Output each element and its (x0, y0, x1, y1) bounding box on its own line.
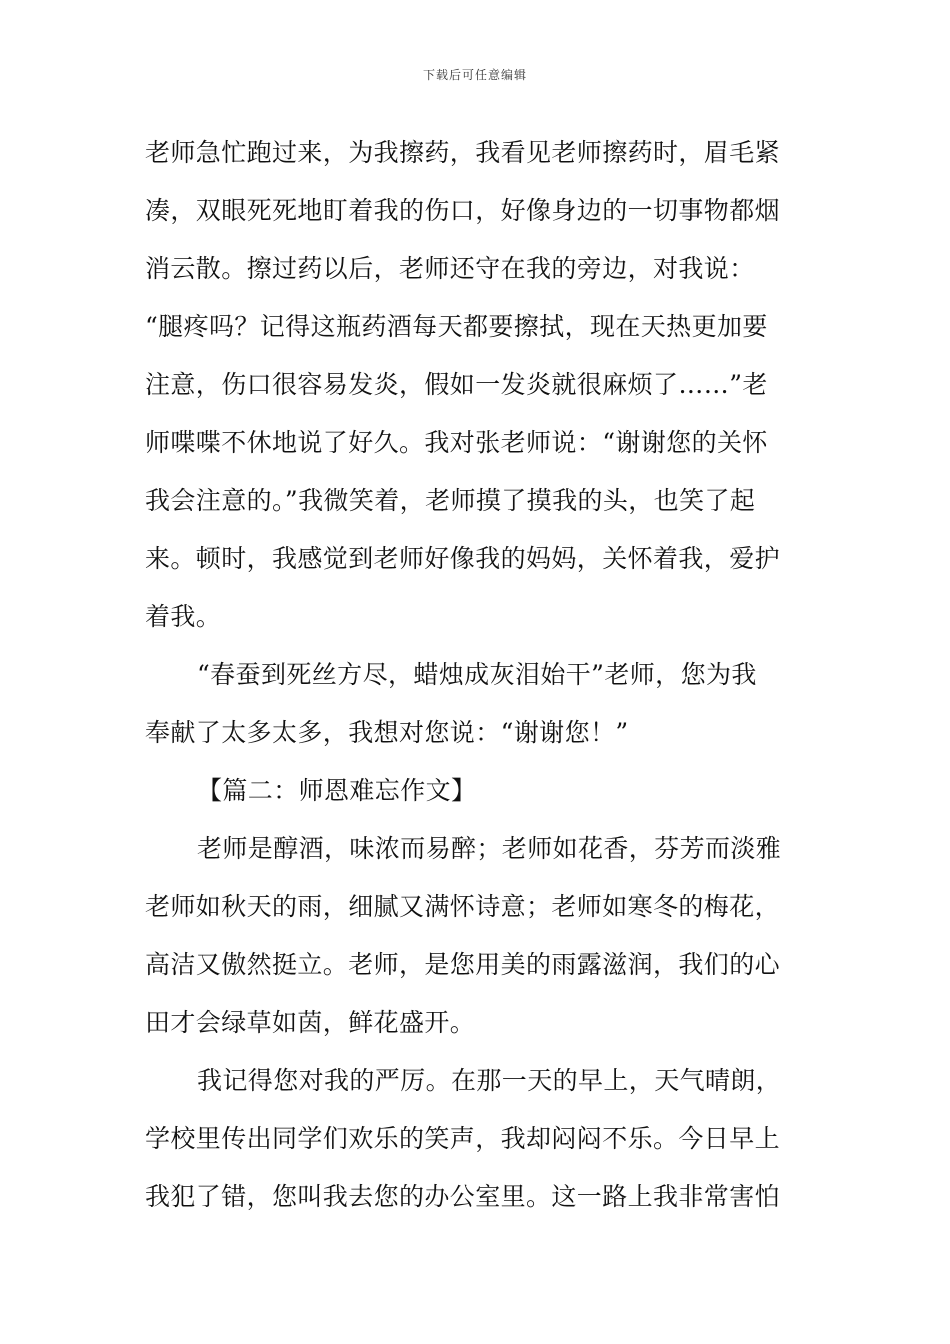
text-line: 凑，双眼死死地盯着我的伤口，好像身边的一切事物都烟 (145, 196, 781, 225)
text-line: 老师急忙跑过来，为我擦药，我看见老师擦药时，眉毛紧 (145, 138, 781, 167)
paragraph-first-line: “春蚕到死丝方尽，蜡烛成灰泪始干”老师，您为我 (197, 660, 757, 689)
text-line: 高洁又傲然挺立。老师，是您用美的雨露滋润，我们的心 (145, 950, 781, 979)
text-line: 奉献了太多太多，我想对您说：“谢谢您！” (145, 718, 629, 747)
text-line: 田才会绿草如茵，鲜花盛开。 (145, 1008, 476, 1037)
paragraph-first-line: 我记得您对我的严厉。在那一天的早上，天气晴朗， (197, 1066, 782, 1095)
text-line: 着我。 (145, 602, 222, 631)
text-line: 我犯了错，您叫我去您的办公室里。这一路上我非常害怕 (145, 1182, 781, 1211)
text-line: 我会注意的。”我微笑着，老师摸了摸我的头，也笑了起 (145, 486, 756, 515)
text-line: 注意，伤口很容易发炎，假如一发炎就很麻烦了……”老 (145, 370, 768, 399)
text-line: “腿疼吗？记得这瓶药酒每天都要擦拭，现在天热更加要 (145, 312, 768, 341)
text-line: 来。顿时，我感觉到老师好像我的妈妈，关怀着我，爱护 (145, 544, 781, 573)
text-line: 消云散。擦过药以后，老师还守在我的旁边，对我说： (145, 254, 755, 283)
body-text (145, 124, 810, 1226)
text-line: 师喋喋不休地说了好久。我对张老师说：“谢谢您的关怀 (145, 428, 768, 457)
text-line: 学校里传出同学们欢乐的笑声，我却闷闷不乐。今日早上 (145, 1124, 781, 1153)
header-note: 下载后可任意编辑 (422, 68, 527, 82)
section-heading: 【篇二：师恩难忘作文】 (197, 776, 477, 805)
text-line: 老师如秋天的雨，细腻又满怀诗意；老师如寒冬的梅花， (145, 892, 781, 921)
paragraph-first-line: 老师是醇酒，味浓而易醉；老师如花香，芬芳而淡雅 (197, 834, 782, 863)
